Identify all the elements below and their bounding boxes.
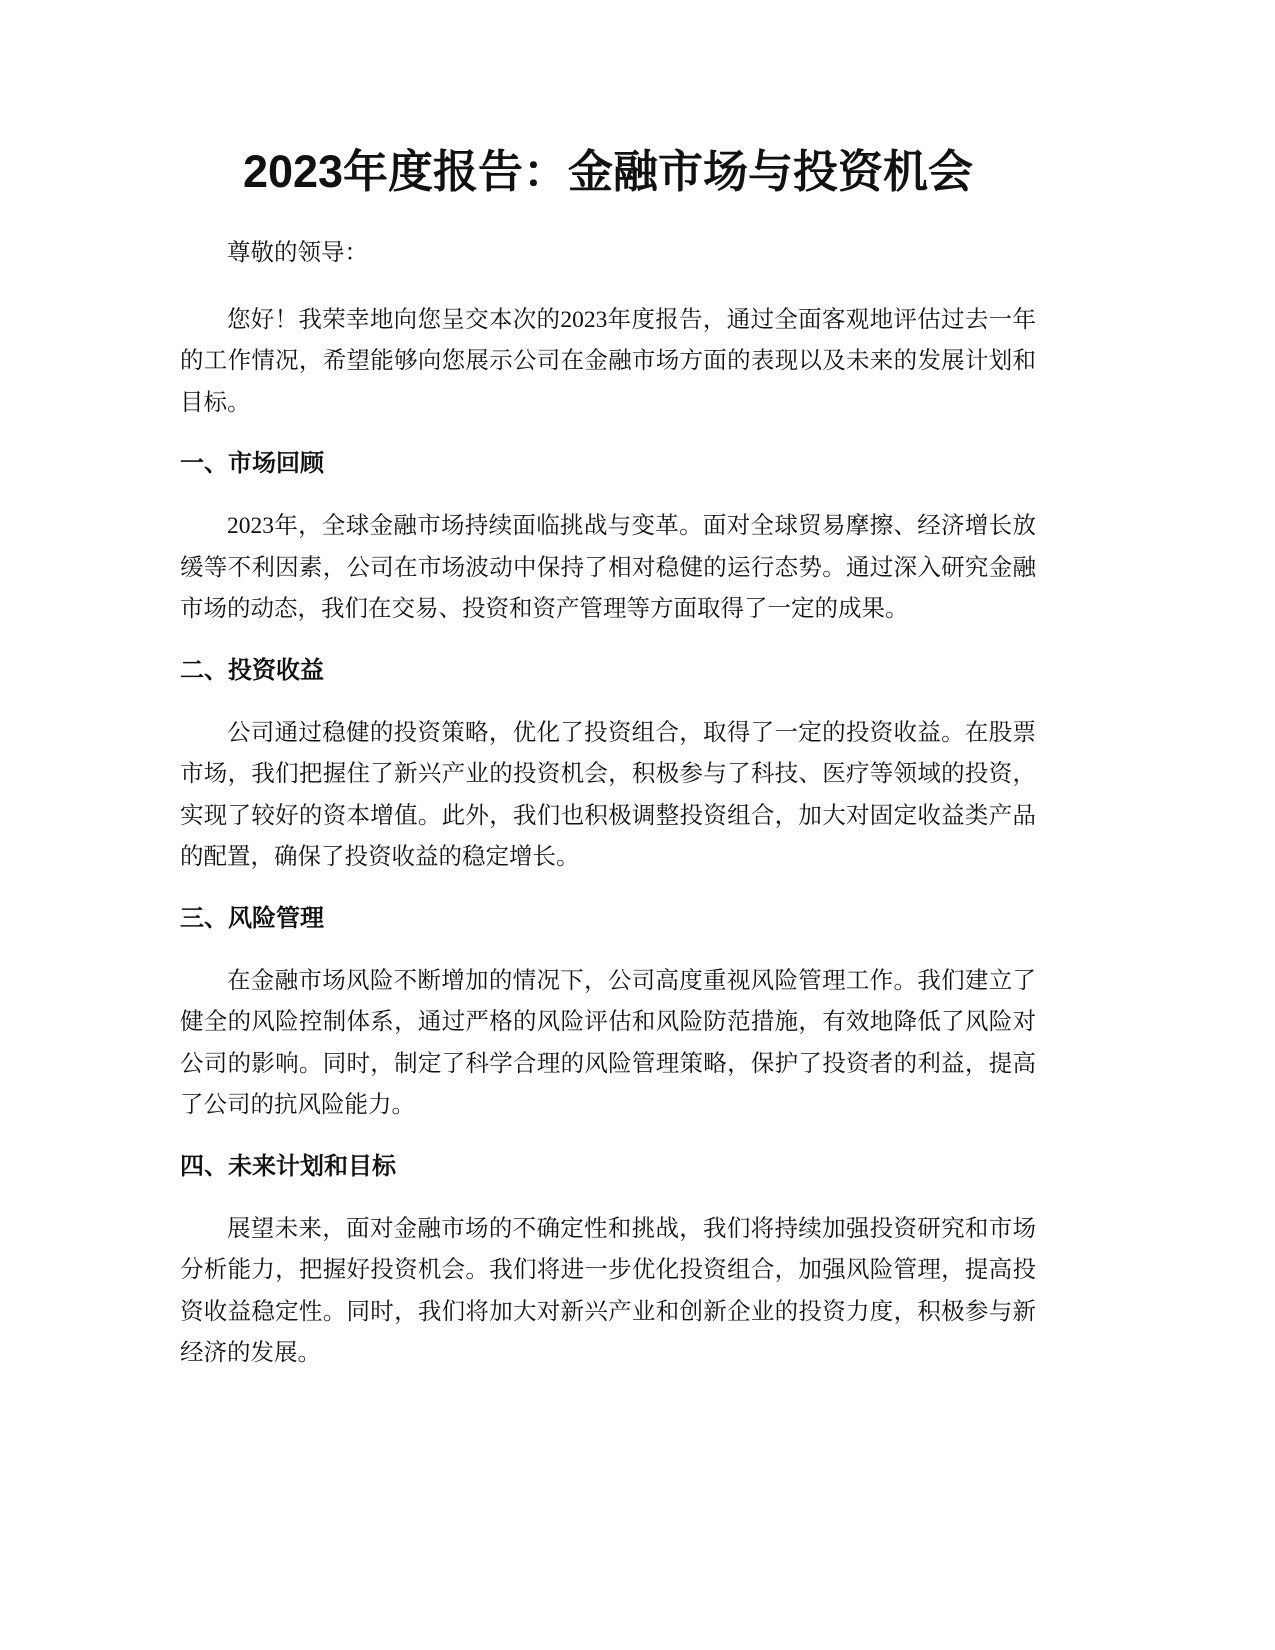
section-body-investment-returns: 公司通过稳健的投资策略，优化了投资组合，取得了一定的投资收益。在股票市场，我们把握住了新兴产业的投资机会，积极参与了科技、医疗等领域的投资，实现了较好的资本增值。此外，我们也积极调整投资组合，加大对固定收益类产品的配置，确保了投资收益的稳定增长。 xyxy=(180,719,1036,870)
salutation: 尊敬的领导： xyxy=(227,240,368,266)
section-body-market-review: 2023年，全球金融市场持续面临挑战与变革。面对全球贸易摩擦、经济增长放缓等不利因素，公司在市场波动中保持了相对稳健的运行态势。通过深入研究金融市场的动态，我们在交易、投资和资产管理等方面取得了一定的成果。 xyxy=(180,513,1036,622)
section-heading-future-plans: 四、未来计划和目标 xyxy=(180,1152,396,1180)
section-heading-risk-management: 三、风险管理 xyxy=(180,904,324,932)
section-body-future-plans: 展望未来，面对金融市场的不确定性和挑战，我们将持续加强投资研究和市场分析能力，把握好投资机会。我们将进一步优化投资组合，加强风险管理，提高投资收益稳定性。同时，我们将加大对新兴产业和创新企业的投资力度，积极参与新经济的发展。 xyxy=(180,1215,1036,1366)
section-heading-market-review: 一、市场回顾 xyxy=(180,450,324,477)
section-body-risk-management: 在金融市场风险不断增加的情况下，公司高度重视风险管理工作。我们建立了健全的风险控制体系，通过严格的风险评估和风险防范措施，有效地降低了风险对公司的影响。同时，制定了科学合理的风险管理策略，保护了投资者的利益，提高了公司的抗风险能力。 xyxy=(180,967,1036,1118)
document-page xyxy=(180,140,1036,1395)
document-title: 2023年度报告：金融市场与投资机会 xyxy=(242,146,974,197)
intro-paragraph: 您好！我荣幸地向您呈交本次的2023年度报告，通过全面客观地评估过去一年的工作情况，希望能够向您展示公司在金融市场方面的表现以及未来的发展计划和目标。 xyxy=(180,306,1036,416)
section-heading-investment-returns: 二、投资收益 xyxy=(180,656,324,684)
